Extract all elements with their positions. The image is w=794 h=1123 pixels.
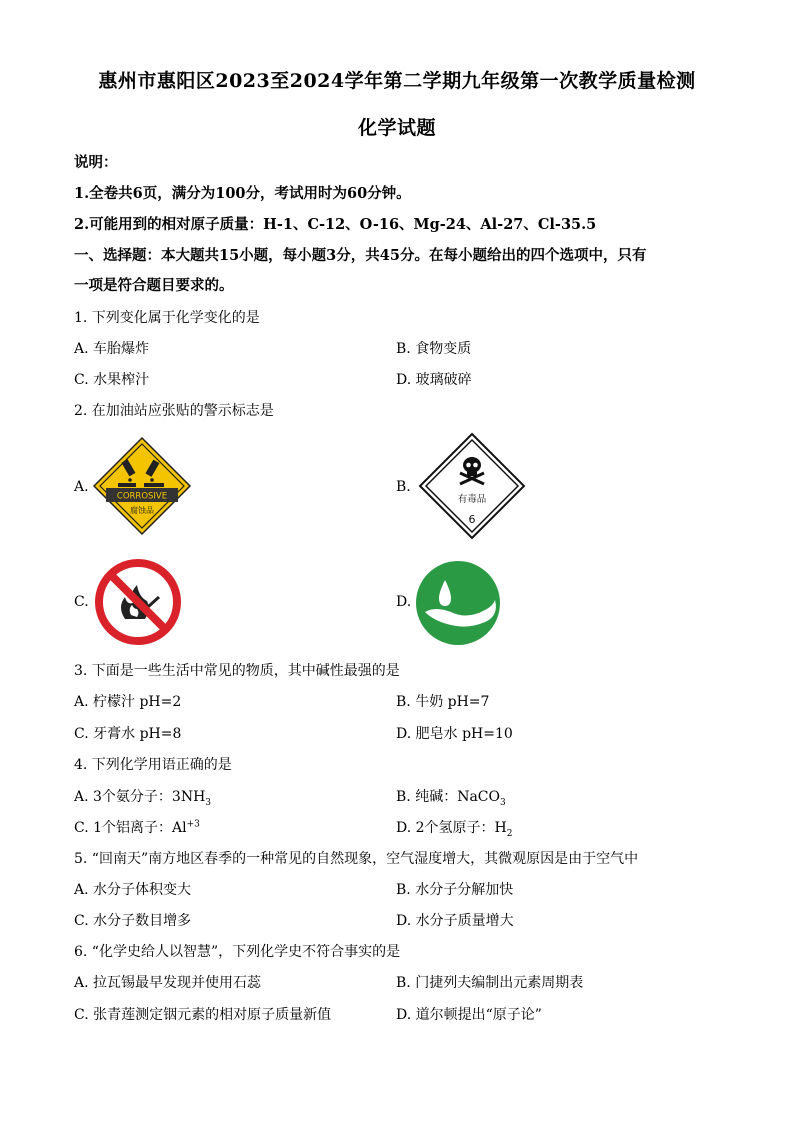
question-4-stem: 4. 下列化学用语正确的是 [74,757,232,773]
exam-subtitle: 化学试题 [357,117,436,139]
question-4-option-a-subscript: 3 [205,797,212,808]
question-3-stem: 3. 下面是一些生活中常见的物质，其中碱性最强的是 [74,663,400,679]
question-3-option-b: B. 牛奶 pH=7 [396,694,490,710]
question-6-stem: 6. “化学史给人以智慧”，下列化学史不符合事实的是 [74,944,401,960]
exam-title: 惠州市惠阳区2023至2024学年第二学期九年级第一次教学质量检测 [98,70,696,92]
question-4-option-c-text: C. 1个铝离子：Al [74,820,187,836]
question-5-option-c: C. 水分子数目增多 [74,913,192,929]
question-4-option-c-superscript: +3 [186,819,200,830]
question-6-option-b: B. 门捷列夫编制出元素周期表 [396,975,584,991]
question-4-option-d-text: D. 2个氢原子：H [396,820,507,836]
question-4-option-c [74,817,200,837]
question-2-option-b: B. [396,479,411,495]
toxic-sign-class: 6 [468,513,476,526]
question-4-option-b-text: B. 纯碱：NaCO [396,789,500,805]
question-2-stem: 2. 在加油站应张贴的警示标志是 [74,403,274,419]
question-5-option-a: A. 水分子体积变大 [74,882,192,898]
water-saving-sign [415,560,501,646]
question-4-option-d [396,817,512,839]
question-4-option-a [74,786,211,808]
question-5-stem: 5. “回南天”南方地区春季的一种常见的自然现象，空气湿度增大，其微观原因是由于空气中 [74,851,639,867]
question-1-stem: 1. 下列变化属于化学变化的是 [74,310,260,326]
question-2-option-a: A. [74,479,89,495]
toxic-sign [418,432,526,540]
corrosive-sign-label-cn: 腐蚀品 [130,506,154,515]
question-4-option-b [396,786,506,808]
question-4-option-b-subscript: 3 [499,797,506,808]
question-5-option-d: D. 水分子质量增大 [396,913,514,929]
question-3-option-c: C. 牙膏水 pH=8 [74,726,182,742]
instructions-heading: 说明： [74,154,118,171]
question-3-option-d: D. 肥皂水 pH=10 [396,726,513,742]
no-fire-sign [95,559,181,645]
corrosive-sign-label-en: CORROSIVE [116,491,168,502]
section-heading-line1: 一、选择题：本大题共15小题，每小题3分，共45分。在每小题给出的四个选项中，只有 [74,247,647,264]
toxic-sign-label: 有毒品 [457,494,487,505]
instruction-item-1: 1.全卷共6页，满分为100分，考试用时为60分钟。 [74,185,411,202]
instruction-item-2: 2.可能用到的相对原子质量：H-1、C-12、O-16、Mg-24、Al-27、Cl-35.5 [74,216,597,233]
question-4-option-a-text: A. 3个氨分子：3NH [74,789,206,805]
question-4-option-d-subscript: 2 [506,828,513,839]
question-5-option-b: B. 水分子分解加快 [396,882,514,898]
question-1-option-d: D. 玻璃破碎 [396,372,472,388]
question-1-option-a: A. 车胎爆炸 [74,341,150,357]
question-2-option-c: C. [74,594,89,610]
question-1-option-b: B. 食物变质 [396,341,472,357]
question-6-option-a: A. 拉瓦锡最早发现并使用石蕊 [74,975,262,991]
question-6-option-d: D. 道尔顿提出“原子论” [396,1007,542,1023]
question-1-option-c: C. 水果榨汁 [74,372,150,388]
question-6-option-c: C. 张青莲测定铟元素的相对原子质量新值 [74,1007,332,1023]
question-3-option-a: A. 柠檬汁 pH=2 [74,694,182,710]
question-2-option-d: D. [396,594,412,610]
corrosive-sign [92,436,192,536]
section-heading-line2: 一项是符合题目要求的。 [74,277,234,294]
